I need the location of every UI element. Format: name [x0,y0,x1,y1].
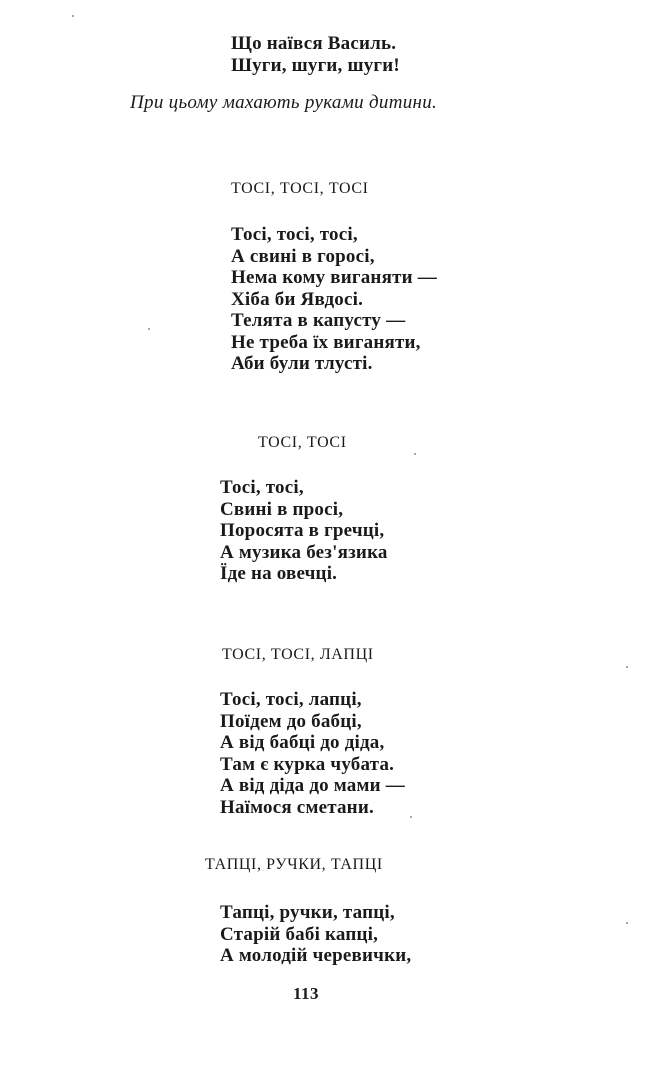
scan-speck [72,15,74,17]
stanza-line: Нема кому виганяти — [231,267,437,288]
stanza-line: Тосі, тосі, [220,477,304,498]
stanza-line: Наїмося сметани. [220,796,374,818]
stanza-line: Поїдем до бабці, [220,710,362,732]
stanza-line: Поросята в гречці, [220,520,385,541]
rhyme-stanza [220,689,405,818]
stage-note: При цьому махають руками дитини. [130,92,438,113]
stanza-line: А молодій черевички, [220,945,412,966]
scan-speck [414,453,416,455]
stanza-line: Старій бабі капці, [220,923,379,945]
stanza-line: Тапці, ручки, тапці, [220,902,395,923]
rhyme-stanza [231,224,437,375]
rhyme-title: ТАПЦІ, РУЧКИ, ТАПЦІ [205,856,383,873]
stanza-line: Шуги, шуги, шуги! [231,54,400,76]
stanza-line: Хіба би Явдосі. [231,288,364,310]
stanza-line: А музика без'язика [220,541,388,563]
scan-speck [410,816,412,818]
rhyme-title: ТОСІ, ТОСІ, ТОСІ [231,180,369,197]
stanza-line: Їде на овечці. [220,563,338,584]
stanza-line: Там є курка чубата. [220,753,395,775]
stanza-line: Тосі, тосі, лапці, [220,689,362,710]
stanza-line: Що наївся Василь. [231,33,397,54]
stanza-line: Не треба їх виганяти, [231,331,421,353]
stanza-line: Тосі, тосі, тосі, [231,224,358,245]
rhyme-stanza [220,477,388,585]
scan-speck [626,666,628,668]
rhyme-title: ТОСІ, ТОСІ, ЛАПЦІ [222,646,374,663]
stanza-line: А від діда до мами — [220,775,405,796]
stanza-line: А від бабці до діда, [220,732,385,753]
scan-speck [626,922,628,924]
rhyme-stanza [220,902,411,967]
top-stanza [231,33,400,76]
stanza-line: Аби були тлусті. [231,353,373,374]
stanza-line: Свині в просі, [220,498,344,520]
rhyme-title: ТОСІ, ТОСІ [258,434,347,451]
stanza-line: Телята в капусту — [231,310,406,331]
scan-speck [148,328,150,330]
stanza-line: А свині в горосі, [231,245,375,267]
page-number: 113 [293,984,320,1003]
